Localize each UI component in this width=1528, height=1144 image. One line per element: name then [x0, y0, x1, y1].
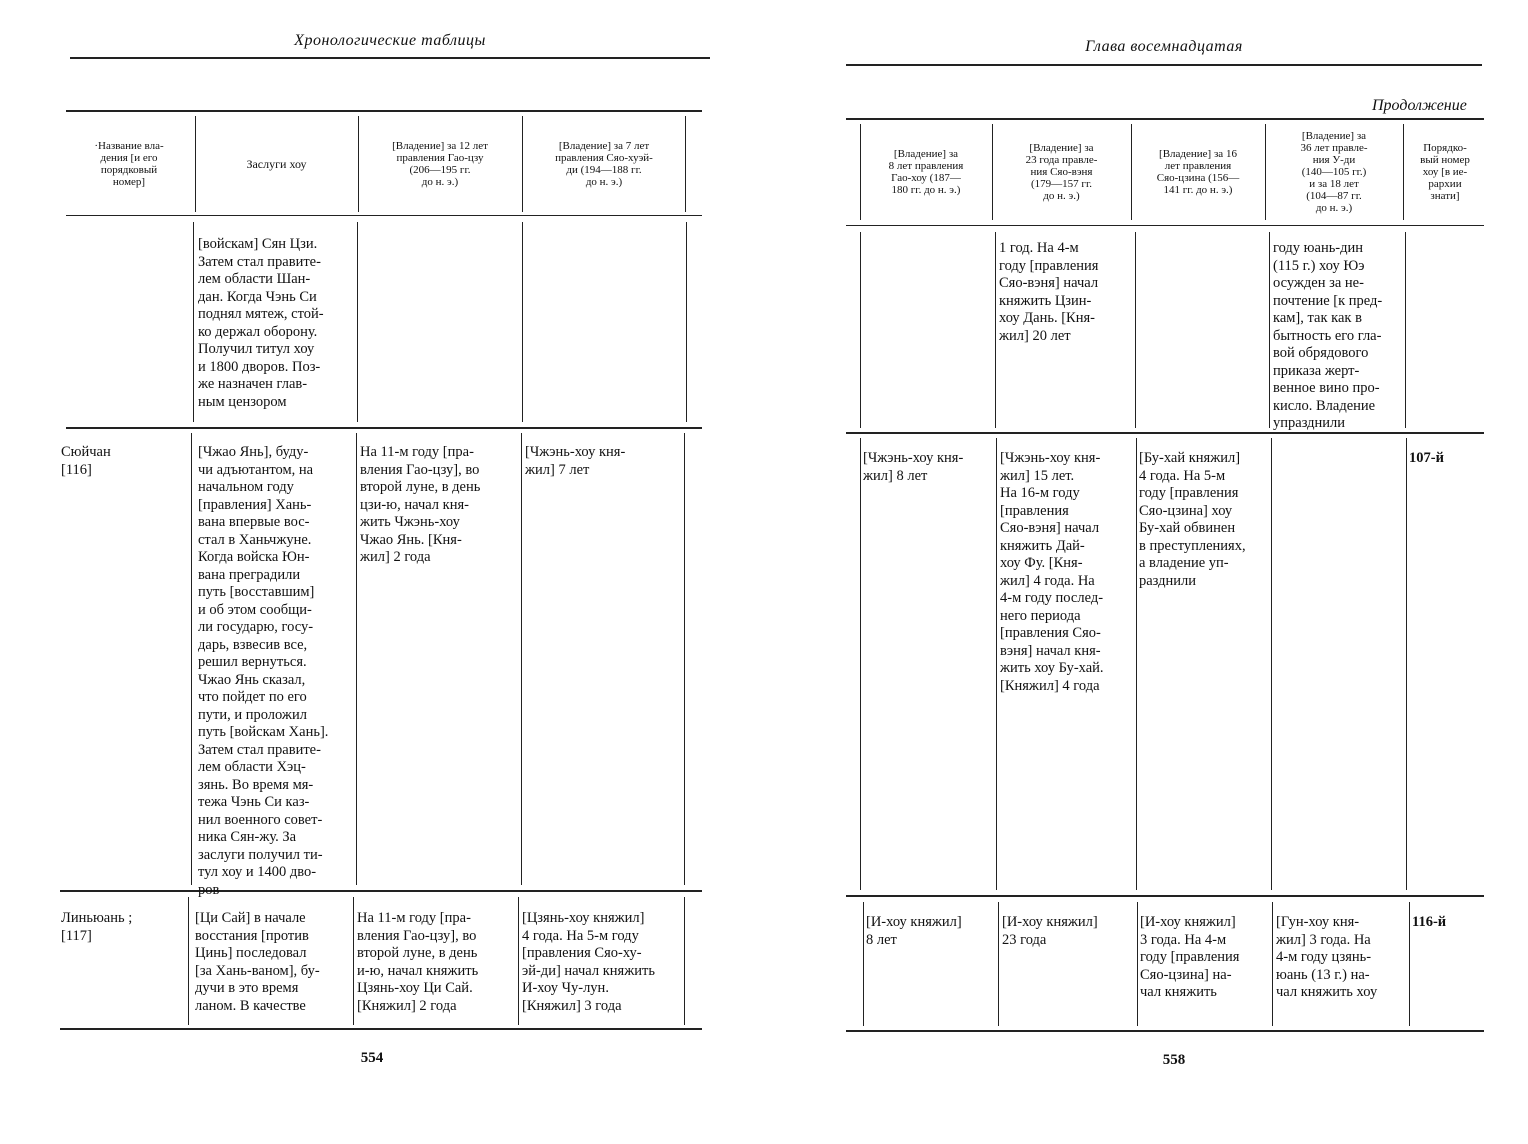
column-divider	[860, 232, 861, 428]
table-cell: [И-хоу княжил] 23 года	[1002, 914, 1098, 948]
column-header: [Владение] за 23 года правле- ния Сяо-вэня (179—157 гг. до н. э.)	[1025, 142, 1098, 202]
column-divider	[522, 222, 523, 422]
column-divider	[1271, 438, 1272, 890]
row-divider	[66, 427, 702, 429]
left-page	[0, 0, 760, 1144]
table-cell: [Цзянь-хоу княжил] 4 года. На 5-м году [правления Сяо-ху- эй-ди] начал княжить И-хоу Чу-лун. [Княжил] 3 года	[522, 910, 655, 1014]
column-divider	[191, 433, 192, 885]
header-bottom-rule	[846, 225, 1484, 226]
column-divider	[522, 116, 523, 212]
column-divider	[356, 433, 357, 885]
column-divider	[1403, 124, 1404, 220]
table-cell: 107-й	[1409, 450, 1444, 466]
row-divider	[846, 895, 1484, 897]
table-cell: Сюйчан [116]	[61, 444, 111, 478]
table-cell: [И-хоу княжил] 3 года. На 4-м году [правления Сяо-цзина] на- чал княжить	[1140, 914, 1240, 1000]
column-header: [Владение] за 16 лет правления Сяо-цзина (156— 141 гг. до н. э.)	[1156, 148, 1240, 196]
header-rule-right	[846, 64, 1482, 66]
table-cell: [Ци Сай] в начале восстания [против Цинь] последовал [за Хань-ваном], бу- дучи в это время ланом. В качестве	[195, 910, 320, 1014]
right-page	[760, 0, 1528, 1144]
column-divider	[518, 897, 519, 1025]
table-bottom-rule	[60, 1028, 702, 1030]
table-cell: На 11-м году [пра- вления Гао-цзу], во второй луне, в день и-ю, начал княжить Цзянь-хоу Ци Сай. [Княжил] 2 года	[357, 910, 479, 1014]
table-cell: [Бу-хай княжил] 4 года. На 5-м году [правления Сяо-цзина] хоу Бу-хай обвинен в преступлениях, а владение уп- разднили	[1139, 450, 1246, 589]
column-divider	[998, 902, 999, 1026]
header-bottom-rule	[66, 215, 702, 216]
column-divider	[992, 124, 993, 220]
column-divider	[1131, 124, 1132, 220]
column-header: [Владение] за 7 лет правления Сяо-хуэй- ди (194—188 гг. до н. э.)	[555, 140, 653, 188]
column-divider	[996, 438, 997, 890]
table-cell: [И-хоу княжил] 8 лет	[866, 914, 962, 948]
column-header	[198, 116, 355, 212]
column-divider	[1409, 902, 1410, 1026]
column-divider	[685, 116, 686, 212]
table-cell: Линьюань ; [117]	[61, 910, 133, 944]
column-divider	[195, 116, 196, 212]
column-divider	[353, 897, 354, 1025]
column-divider	[193, 222, 194, 422]
column-divider	[188, 897, 189, 1025]
running-head-left: Хронологические таблицы	[294, 32, 486, 49]
column-divider	[1405, 232, 1406, 428]
column-divider	[1269, 232, 1270, 428]
column-divider	[684, 433, 685, 885]
row-divider	[60, 890, 702, 892]
column-header: Порядко- вый номер хоу [в ие- рархии знати]	[1420, 142, 1470, 202]
column-divider	[684, 897, 685, 1025]
table-top-rule	[846, 118, 1484, 120]
table-cell: 1 год. На 4-м году [правления Сяо-вэня] начал княжить Цзин- хоу Дань. [Кня- жил] 20 лет	[999, 240, 1099, 344]
column-divider	[1265, 124, 1266, 220]
continuation-label: Продолжение	[1372, 97, 1467, 114]
table-cell: [Чжэнь-хоу кня- жил] 7 лет	[525, 444, 626, 478]
table-cell: [Чжэнь-хоу кня- жил] 15 лет. На 16-м году [правления Сяо-вэня] начал княжить Дай- хоу Фу. [Кня- жил] 4 года. На 4-м году послед- него периода [правления Сяо- вэня] начал кня- жить хоу Бу-хай. [Княжил] 4 года	[1000, 450, 1104, 694]
page-number-right: 558	[1162, 1052, 1186, 1068]
table-cell: [войскам] Сян Цзи. Затем стал правите- лем области Шан- дан. Когда Чэнь Си поднял мятеж, стой- ко держал оборону. Получил титул хоу и 1800 дворов. Поз- же назначен глав- ным цензором	[198, 236, 324, 410]
column-header: [Владение] за 8 лет правления Гао-хоу (187— 180 гг. до н. э.)	[888, 148, 964, 196]
table-cell: [Чжэнь-хоу кня- жил] 8 лет	[863, 450, 964, 484]
table-cell: 116-й	[1412, 914, 1447, 930]
table-cell: [Гун-хоу кня- жил] 3 года. На 4-м году цзянь- юань (13 г.) на- чал княжить хоу	[1276, 914, 1378, 1000]
column-divider	[357, 222, 358, 422]
table-bottom-rule	[846, 1030, 1484, 1032]
column-header: ·Название вла- дения [и его порядковый номер]	[94, 140, 164, 188]
table-top-rule	[66, 110, 702, 112]
column-divider	[1406, 438, 1407, 890]
column-divider	[860, 124, 861, 220]
table-cell: году юань-дин (115 г.) хоу Юэ осужден за не- почтение [к пред- кам], так как в бытность его гла- вой обрядового приказа жерт- венное вино про- кисло. Владение упразднили	[1273, 240, 1383, 431]
column-header: [Владение] за 12 лет правления Гао-цзу (206—195 гг. до н. э.)	[392, 140, 488, 188]
column-divider	[358, 116, 359, 212]
column-header: [Владение] за 36 лет правле- ния У-ди (140—105 гг.) и за 18 лет (104—87 гг. до н. э.)	[1300, 130, 1368, 214]
column-divider	[686, 222, 687, 422]
column-divider	[1272, 902, 1273, 1026]
table-cell: [Чжао Янь], буду- чи адъютантом, на начальном году [правления] Хань- вана впервые вос- стал в Ханьчжуне. Когда войска Юн- вана преградили путь [восставшим] и об этом сообщи- ли государю, госу- дарь, взвесив все, решил вернуться. Чжао Янь сказал, что пойдет по его пути, и проложил путь [войскам Хань]. Затем стал правите- лем области Хэц- зянь. Во время мя- тежа Чэнь Си каз- нил военного совет- ника Сян-жу. За заслуги получил ти- тул хоу и 1400 дво- ров	[198, 444, 329, 898]
table-cell: На 11-м году [пра- вления Гао-цзу], во второй луне, в день цзи-ю, начал кня- жить Чжэнь-хоу Чжао Янь. [Кня- жил] 2 года	[360, 444, 481, 565]
column-divider	[1137, 902, 1138, 1026]
column-divider	[521, 433, 522, 885]
page-number-left: 554	[360, 1050, 384, 1066]
column-divider	[1135, 232, 1136, 428]
column-divider	[995, 232, 996, 428]
running-head-right: Глава восемнадцатая	[1085, 38, 1243, 55]
header-merits-text: Заслуги хоу	[246, 157, 307, 171]
column-divider	[863, 902, 864, 1026]
header-rule-left	[70, 57, 710, 59]
column-divider	[860, 438, 861, 890]
column-divider	[1136, 438, 1137, 890]
